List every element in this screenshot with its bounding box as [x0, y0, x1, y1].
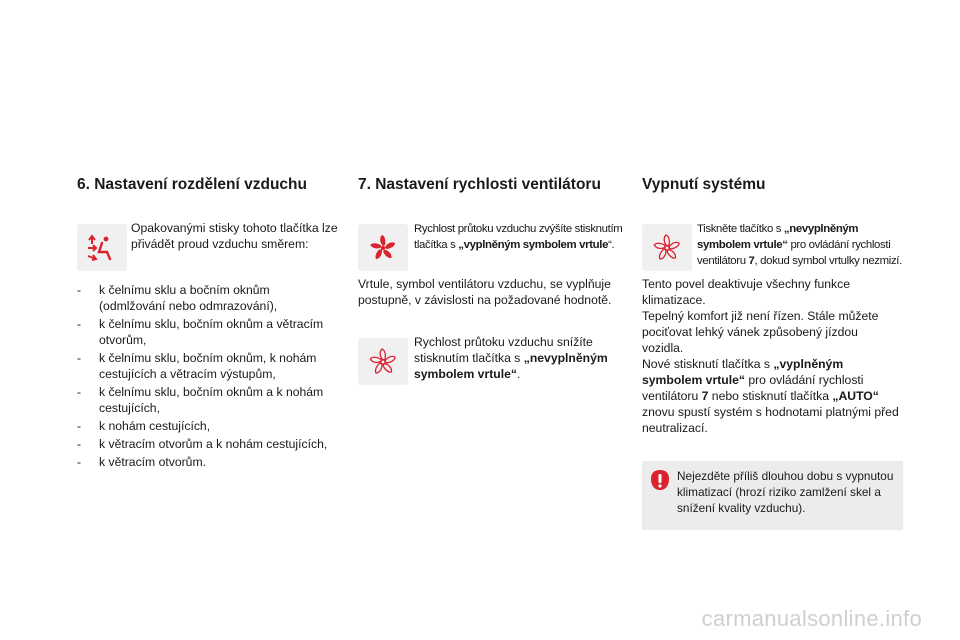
system-off-instruction-bold: „nevyplněným symbolem vrtule“ [697, 223, 859, 251]
warning-text: Nejezděte příliš dlouhou dobu s vypnutou klimatizací (hrozí riziko zamlžení skel a snížení kvality vzduchu). [677, 469, 894, 515]
air-distribution-button [77, 224, 127, 271]
list-item: - k čelnímu sklu, bočním oknům a k nohám cestujících, [77, 384, 339, 416]
fan-decrease-text-a: Rychlost průtoku vzduchu snížíte stisknutím tlačítka s [414, 335, 593, 365]
system-off-instruction-a: Tiskněte tlačítko s [697, 223, 784, 235]
warning-icon [650, 469, 670, 491]
p3-b: pro ovládání rychlosti ventilátoru [642, 373, 864, 403]
system-off-instruction [697, 221, 907, 269]
system-off-instruction-num: 7 [748, 255, 755, 267]
p3-c: nebo stisknutí tlačítka [708, 389, 833, 403]
p3-num: 7 [701, 389, 709, 403]
fan-increase-text-b: “. [608, 239, 615, 251]
air-distribution-intro: Opakovanými stisky tohoto tlačítka lze přivádět proud vzduchu směrem: [131, 221, 338, 251]
air-distribution-list [77, 282, 339, 472]
p3-a: Nové stisknutí tlačítka s [642, 357, 774, 371]
system-off-paragraph-1: Tento povel deaktivuje všechny funkce klimatizace. [642, 277, 850, 307]
fan-decrease-text-bold: „nevyplněným symbolem vrtule“ [414, 351, 608, 381]
list-item: - k větracím otvorům a k nohám cestujících, [77, 436, 339, 452]
fan-increase-text [414, 221, 626, 253]
section-title-air-distribution: 6. Nastavení rozdělení vzduchu [77, 176, 307, 193]
list-item: - k větracím otvorům. [77, 454, 339, 470]
fan-increase-text-a: Rychlost průtoku vzduchu zvýšíte stisknutím tlačítka s [414, 223, 623, 251]
list-item: - k nohám cestujících, [77, 418, 339, 434]
warning-box [642, 461, 903, 530]
section-title-system-off: Vypnutí systému [642, 176, 766, 193]
p3-d: znovu spustí systém s hodnotami platnými před neutralizací. [642, 405, 899, 435]
system-off-instruction-c: , dokud symbol vrtulky nezmizí. [754, 255, 902, 267]
system-off-paragraph-2: Tepelný komfort již není řízen. Stále můžete pociťovat lehký vánek způsobený jízdou vozidla. [642, 309, 879, 355]
fan-off-button [642, 224, 692, 271]
system-off-body [642, 276, 902, 436]
p3-bold: „vyplněným symbolem vrtule“ [642, 357, 844, 387]
list-item: - k čelnímu sklu, bočním oknům a větracím otvorům, [77, 316, 339, 348]
p3-auto: „AUTO“ [832, 389, 879, 403]
fan-description: Vrtule, symbol ventilátoru vzduchu, se vyplňuje postupně, v závislosti na požadované hodnotě. [358, 277, 612, 307]
list-item: - k čelnímu sklu a bočním oknům (odmlžování nebo odmrazování), [77, 282, 339, 314]
watermark: carmanualsonline.info [701, 606, 922, 631]
air-distribution-icon [85, 234, 119, 262]
section-title-fan-speed: 7. Nastavení rychlosti ventilátoru [358, 176, 601, 193]
system-off-instruction-b: pro ovládání rychlosti ventilátoru [697, 239, 891, 267]
fan-decrease-text-b: . [516, 367, 521, 381]
fan-filled-icon [368, 233, 398, 263]
list-item: - k čelnímu sklu, bočním oknům, k nohám cestujících a větracím výstupům, [77, 350, 339, 382]
fan-decrease-text [414, 334, 624, 382]
system-off-paragraph-3 [642, 356, 902, 436]
fan-increase-text-bold: „vyplněným symbolem vrtule [458, 239, 609, 251]
fan-outline-icon [368, 347, 398, 377]
fan-decrease-button [358, 338, 408, 385]
fan-outline-icon [652, 233, 682, 263]
fan-increase-button [358, 224, 408, 271]
